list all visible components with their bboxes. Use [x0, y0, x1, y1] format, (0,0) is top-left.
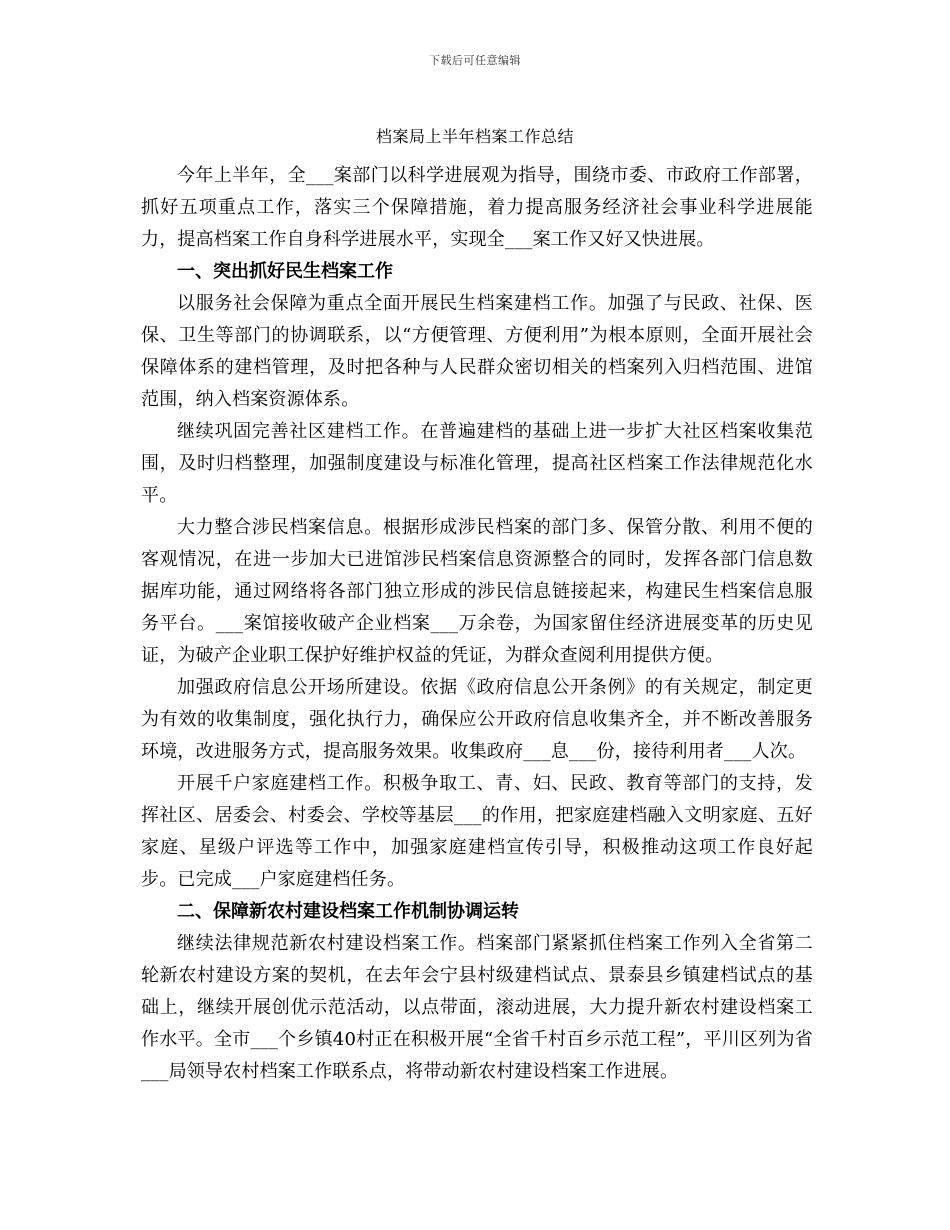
- section-1-paragraph: 加强政府信息公开场所建设。依据《政府信息公开条例》的有关规定，制定更为有效的收集制度，强化执行力，确保应公开政府信息收集齐全，并不断改善服务环境，改进服务方式，提高服务效果。收集政府___息___份，接待利用者___人次。: [141, 677, 813, 762]
- section-1-paragraph: 大力整合涉民档案信息。根据形成涉民档案的部门多、保管分散、利用不便的客观情况，在进一步加大已进馆涉民档案信息资源整合的同时，发挥各部门信息数据库功能，通过网络将各部门独立形成的涉民信息链接起来，构建民生档案信息服务平台。___案馆接收破产企业档案___万余卷，为国家留住经济进展变革的历史见证，为破产企业职工保护好维护权益的凭证，为群众查阅利用提供方便。: [141, 517, 813, 666]
- section-2-paragraph: 继续法律规范新农村建设档案工作。档案部门紧紧抓住档案工作列入全省第二轮新农村建设方案的契机，在去年会宁县村级建档试点、景泰县乡镇建档试点的基础上，继续开展创优示范活动，以点带面，滚动进展，大力提升新农村建设档案工作水平。全市___个乡镇40村正在积极开展“全省千村百乡示范工程”，平川区列为省___局领导农村档案工作联系点，将带动新农村建设档案工作进展。: [141, 933, 813, 1082]
- document-body: [141, 160, 813, 1088]
- document-title: 档案局上半年档案工作总结: [375, 127, 574, 146]
- intro-paragraph: 今年上半年，全___案部门以科学进展观为指导，围绕市委、市政府工作部署，抓好五项重点工作，落实三个保障措施，着力提高服务经济社会事业科学进展能力，提高档案工作自身科学进展水平，实现全___案工作又好又快进展。: [141, 165, 813, 250]
- section-1-paragraph: 继续巩固完善社区建档工作。在普遍建档的基础上进一步扩大社区档案收集范围，及时归档整理，加强制度建设与标准化管理，提高社区档案工作法律规范化水平。: [141, 421, 813, 506]
- section-1-heading: 一、突出抓好民生档案工作: [177, 261, 393, 282]
- page-header-note: 下载后可任意编辑: [429, 54, 521, 67]
- section-1-paragraph: 以服务社会保障为重点全面开展民生档案建档工作。加强了与民政、社保、医保、卫生等部门的协调联系，以“方便管理、方便利用”为根本原则，全面开展社会保障体系的建档管理，及时把各种与人民群众密切相关的档案列入归档范围、进馆范围，纳入档案资源体系。: [141, 293, 813, 410]
- section-2-heading: 二、保障新农村建设档案工作机制协调运转: [177, 901, 519, 922]
- section-1-paragraph: 开展千户家庭建档工作。积极争取工、青、妇、民政、教育等部门的支持，发挥社区、居委会、村委会、学校等基层___的作用，把家庭建档融入文明家庭、五好家庭、星级户评选等工作中，加强家庭建档宣传引导，积极推动这项工作良好起步。已完成___户家庭建档任务。: [141, 773, 813, 890]
